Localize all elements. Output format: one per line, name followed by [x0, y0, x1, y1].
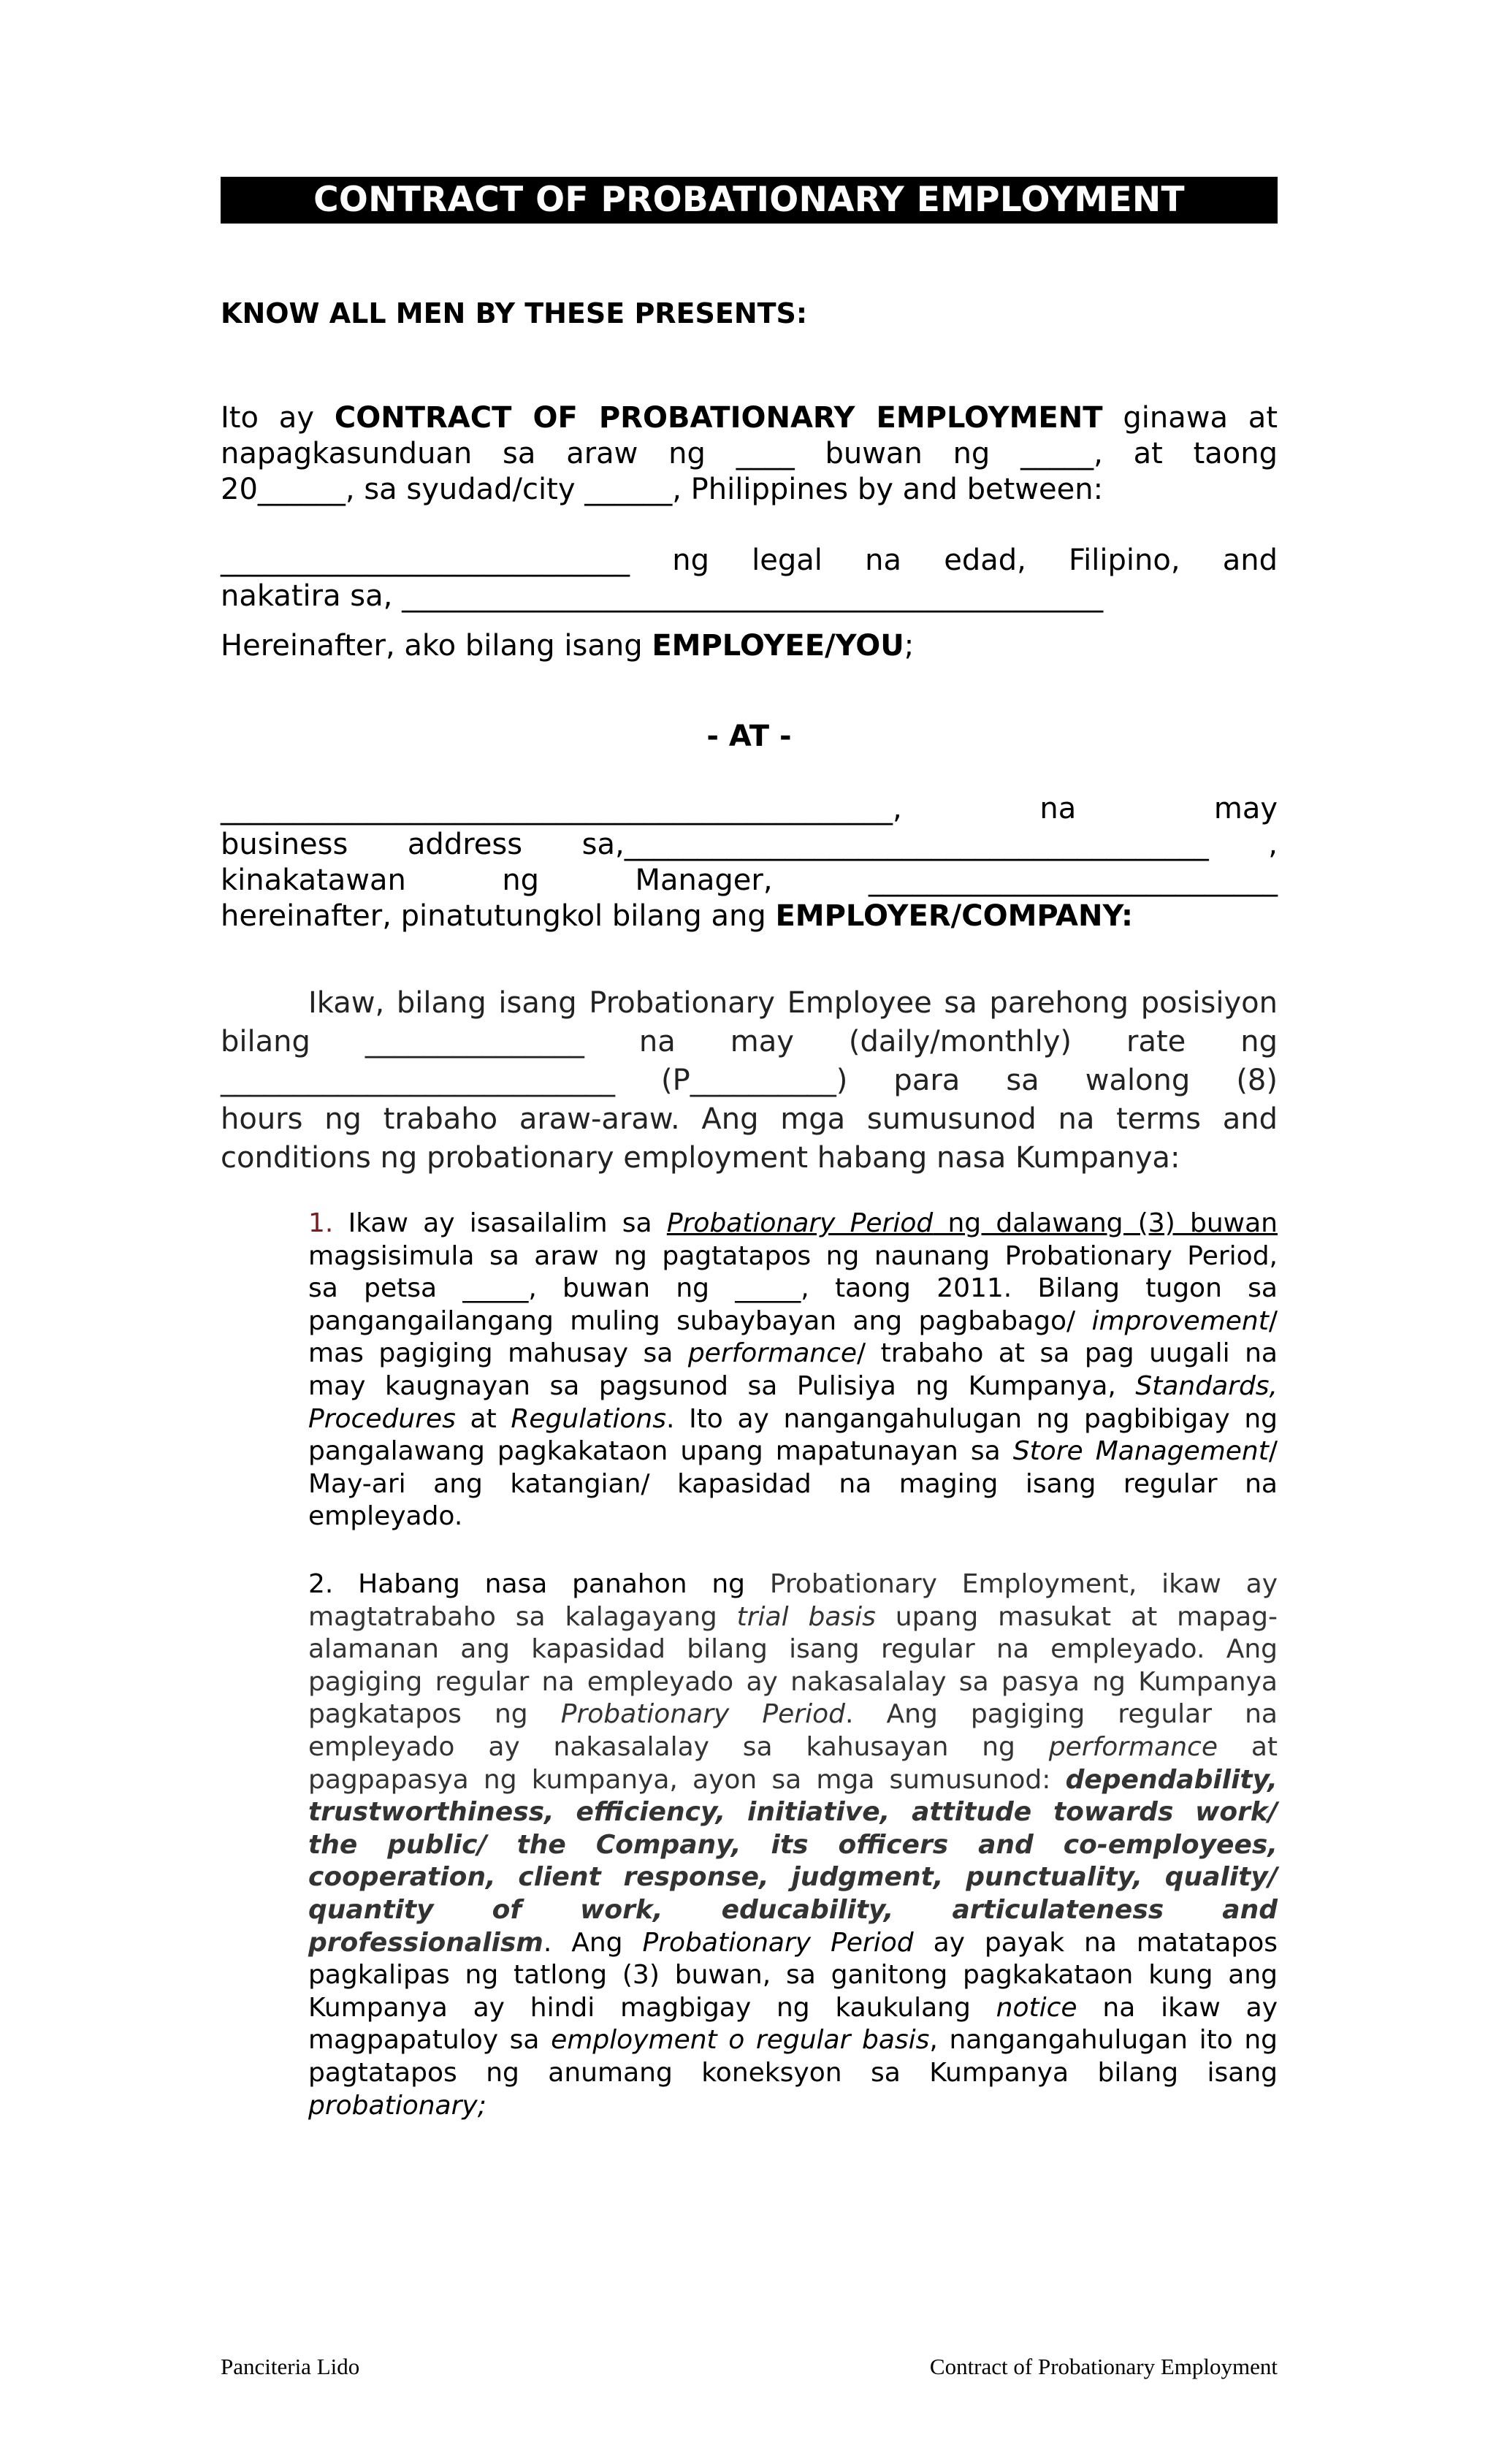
- item2-line-6: [308, 1731, 1278, 1764]
- intro-text: Ito ay: [221, 401, 335, 435]
- item-text: mas pagiging mahusay sa: [308, 1338, 688, 1369]
- item-text: Probationary Employment, ikaw ay: [769, 1569, 1278, 1599]
- footer-company-name: Panciteria Lido: [221, 2354, 360, 2379]
- terms-line-5: conditions ng probationary employment habang nasa Kumpanya:: [221, 1141, 1180, 1175]
- item2-line-5: [308, 1698, 1278, 1731]
- item-italic: Probationary Period: [642, 1927, 914, 1958]
- at-separator: - AT -: [706, 720, 792, 753]
- intro-paragraph: [221, 400, 1278, 508]
- item-italic: improvement: [1091, 1305, 1269, 1336]
- employee-designation: [221, 628, 1278, 664]
- item-underlined: [667, 1208, 1278, 1238]
- item1-line-2: magsisimula sa araw ng pagtatapos ng naunang Probationary Period,: [308, 1240, 1278, 1271]
- item1-line-1: [308, 1208, 1278, 1240]
- footer-document-name: Contract of Probationary Employment: [929, 2354, 1278, 2379]
- employer-designation-line: [221, 899, 1278, 934]
- item2-line-3: alamanan ang kapasidad bilang isang regular na empleyado. Ang: [308, 1634, 1278, 1665]
- item-text: empleyado ay nakasalalay sa kahusayan ng: [308, 1731, 1049, 1762]
- intro-contract-title: CONTRACT OF PROBATIONARY EMPLOYMENT: [334, 401, 1103, 435]
- item2-line-11: [308, 1894, 1278, 1927]
- item-italic: Standards,: [1135, 1370, 1278, 1401]
- intro-text: ginawa at: [1102, 401, 1278, 435]
- terms-line-1: Ikaw, bilang isang Probationary Employee sa parehong posisiyon: [308, 986, 1278, 1020]
- item-italic: notice: [996, 1992, 1077, 2023]
- item2-line-4: pagiging regular na empleyado ay nakasalalay sa pasya ng Kumpanya: [308, 1666, 1278, 1697]
- item-bold-italic: professionalism: [308, 1927, 543, 1958]
- know-all-heading: KNOW ALL MEN BY THESE PRESENTS:: [221, 297, 808, 329]
- terms-line-3: ___________________________ (P__________) para sa walong (8): [221, 1064, 1278, 1097]
- employee-label: EMPLOYEE/YOU: [652, 629, 904, 663]
- item-text: , nangangahulugan ito ng: [929, 2025, 1278, 2056]
- item-text: magtatrabaho sa kalagayang: [308, 1601, 737, 1632]
- item-text: . Ito ay nangangahulugan ng pagbibigay ng: [665, 1403, 1278, 1434]
- item-text: na ikaw ay: [1077, 1992, 1278, 2023]
- item2-line-10: [308, 1861, 1278, 1894]
- intro-line-1: [221, 400, 1278, 436]
- designation-text: Hereinafter, ako bilang isang: [221, 629, 652, 663]
- item-italic: employment o regular basis: [551, 2025, 930, 2056]
- intro-line-2: napagkasunduan sa araw ng ____ buwan ng _____, at taong: [221, 437, 1278, 470]
- item2-line-15: [308, 2024, 1278, 2057]
- item-text: . Ang pagiging regular na: [844, 1699, 1278, 1730]
- terms-line-2: bilang _______________ na may (daily/monthly) rate ng: [221, 1025, 1278, 1059]
- item2-line-17: [308, 2090, 1278, 2123]
- item-text: ay payak na matatapos: [913, 1927, 1278, 1958]
- item1-line-4: [308, 1305, 1278, 1338]
- item-text: . Ang: [543, 1927, 643, 1958]
- item-italic: probationary;: [308, 2090, 486, 2121]
- item-text: upang masukat at mapag-: [875, 1601, 1278, 1632]
- intro-line-3: 20______, sa syudad/city ______, Philippines by and between:: [221, 473, 1104, 506]
- item-text: pangangailangang muling subaybayan ang pagbabago/: [308, 1305, 1092, 1336]
- item-text: at: [455, 1403, 511, 1434]
- item-bold-italic: quantity of work, educability, articulateness and: [308, 1894, 1278, 1925]
- item-text: pagpapasya ng kumpanya, ayon sa mga sumusunod:: [308, 1764, 1066, 1795]
- employer-label: EMPLOYER/COMPANY:: [775, 899, 1133, 933]
- item-text: Kumpanya ay hindi magbigay ng kaukulang: [308, 1992, 996, 2023]
- employee-name-line: ____________________________ ng legal na edad, Filipino, and: [221, 543, 1278, 577]
- employee-address-line: nakatira sa, ________________________________________________: [221, 579, 1104, 613]
- item-text: magpapatuloy sa: [308, 2025, 552, 2056]
- term-item-1: [308, 1208, 1278, 1533]
- item1-line-3: sa petsa _____, buwan ng _____, taong 2011. Bilang tugon sa: [308, 1273, 1278, 1304]
- item2-line-1: [308, 1568, 1278, 1601]
- employer-party-block: [221, 791, 1278, 934]
- item-bold-italic: cooperation, client response, judgment, punctuality, quality/: [308, 1862, 1278, 1893]
- item1-line-8: [308, 1435, 1278, 1468]
- item-text: Ikaw ay isasailalim sa: [333, 1208, 667, 1238]
- employer-address-line: business address sa,________________________________________ ,: [221, 828, 1278, 861]
- item-text: ng dalawang (3) buwan: [933, 1208, 1278, 1238]
- item-italic: Procedures: [308, 1403, 456, 1434]
- item-italic: Store Management: [1012, 1436, 1269, 1467]
- item-text: pagkatapos ng: [308, 1699, 561, 1730]
- item-italic: performance: [1048, 1731, 1218, 1762]
- item1-line-5: [308, 1338, 1278, 1370]
- item2-line-14: [308, 1992, 1278, 2025]
- item2-line-13: pagkalipas ng tatlong (3) buwan, sa ganitong pagkakataon kung ang: [308, 1960, 1278, 1991]
- item2-line-8: [308, 1796, 1278, 1829]
- term-item-2: [308, 1568, 1278, 2122]
- item-italic: Probationary Period: [560, 1699, 845, 1730]
- item2-line-12: [308, 1927, 1278, 1960]
- item-italic: Regulations: [511, 1403, 666, 1434]
- item2-line-2: [308, 1601, 1278, 1634]
- employee-party-block: [221, 543, 1278, 614]
- terms-intro-paragraph: [221, 984, 1278, 1178]
- item-text: / trabaho at sa pag uugali na: [857, 1338, 1278, 1369]
- item-text: may kaugnayan sa pagsunod sa Pulisiya ng Kumpanya,: [308, 1370, 1136, 1401]
- item-text: /: [1268, 1305, 1278, 1336]
- item-bold-italic: dependability,: [1065, 1764, 1278, 1795]
- item-italic: Probationary Period: [666, 1208, 934, 1238]
- item-text: /: [1268, 1436, 1278, 1467]
- document-title: CONTRACT OF PROBATIONARY EMPLOYMENT: [221, 177, 1278, 224]
- item-bold-italic: the public/ the Company, its officers and co-employees,: [308, 1829, 1278, 1860]
- item2-line-7: [308, 1764, 1278, 1797]
- item-text: at: [1217, 1731, 1278, 1762]
- item-text: 2. Habang nasa panahon ng: [308, 1569, 770, 1599]
- item2-line-9: [308, 1829, 1278, 1862]
- item-italic: performance: [687, 1338, 858, 1369]
- employer-manager-line: kinakatawan ng Manager, ____________________________: [221, 863, 1278, 897]
- terms-line-4: hours ng trabaho araw-araw. Ang mga sumusunod na terms and: [221, 1102, 1278, 1136]
- item2-line-16: pagtatapos ng anumang koneksyon sa Kumpanya bilang isang: [308, 2057, 1278, 2088]
- item1-line-7: [308, 1403, 1278, 1436]
- item-text: pangalawang pagkakataon upang mapatunayan sa: [308, 1436, 1013, 1467]
- item1-line-10: empleyado.: [308, 1501, 463, 1532]
- designation-text: hereinafter, pinatutungkol bilang ang: [221, 899, 776, 933]
- item-italic: trial basis: [736, 1601, 876, 1632]
- item-bold-italic: trustworthiness, efficiency, initiative, attitude towards work/: [308, 1797, 1278, 1828]
- item1-line-9: May-ari ang katangian/ kapasidad na maging isang regular na: [308, 1468, 1278, 1499]
- item1-line-6: [308, 1370, 1278, 1403]
- designation-punct: ;: [904, 629, 915, 663]
- employer-name-line: ______________________________________________, na may: [221, 792, 1278, 825]
- item-number: 1.: [308, 1208, 334, 1238]
